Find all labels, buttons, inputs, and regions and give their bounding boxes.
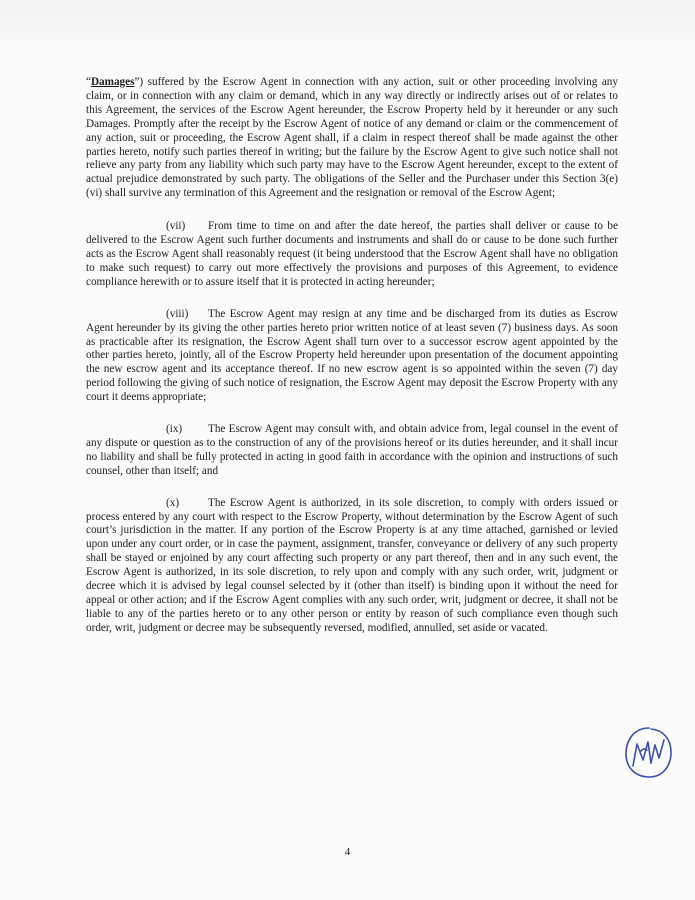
paragraph-text: The Escrow Agent may consult with, and obtain advice from, legal counsel in the event of any dispute or question as to the construction of any of the provisions hereof or its duties hereunder, and it shall incur no liability and shall be fully protected in acting in good faith in accordance with the opinion and instructions of such counsel, other than itself; and <box>86 423 618 477</box>
paragraph-ix <box>86 423 618 479</box>
handwritten-initials-signature <box>622 722 674 782</box>
open-quote: “ <box>86 76 91 88</box>
scan-shading <box>0 0 695 60</box>
paragraph-x <box>86 497 618 636</box>
page-number: 4 <box>344 846 351 858</box>
body-text <box>86 76 618 654</box>
paragraph-vii <box>86 220 618 290</box>
section-number: (viii) <box>166 307 189 320</box>
section-number: (ix) <box>166 423 183 436</box>
section-number: (x) <box>166 496 180 509</box>
section-number: (vii) <box>166 220 186 233</box>
paragraph-text: ”) suffered by the Escrow Agent in connection with any action, suit or other proceeding involving any claim, or in connection with any claim or demand, which in any way directly or indirectly arises out of or relates to this Agreement, the services of the Escrow Agent hereunder, the Escrow Property held by it hereunder or any such Damages. Promptly after the receipt by the Escrow Agent of notice of any demand or claim or the commencement of any action, suit or proceeding, the Escrow Agent shall, if a claim in respect thereof shall be made against the other parties hereto, notify such parties thereof in writing; but the failure by the Escrow Agent to give such notice shall not relieve any party from any liability which such party may have to the Escrow Agent hereunder, except to the extent of actual prejudice demonstrated by such party. The obligations of the Seller and the Purchaser under this Section 3(e)(vi) shall survive any termination of this Agreement and the resignation or removal of the Escrow Agent; <box>86 76 618 200</box>
paragraph-viii <box>86 308 618 405</box>
paragraph-text: The Escrow Agent may resign at any time and be discharged from its duties as Escrow Agent hereunder by its giving the other parties hereto prior written notice of at least seven (7) business days. As soon as practicable after its resignation, the Escrow Agent shall turn over to a successor escrow agent appointed by the other parties hereto, jointly, all of the Escrow Property held hereunder upon presentation of the document appointing the new escrow agent and its acceptance thereof. If no new escrow agent is so appointed within the seven (7) day period following the giving of such notice of resignation, the Escrow Agent may deposit the Escrow Property with any court it deems appropriate; <box>86 307 618 404</box>
paragraph-text: The Escrow Agent is authorized, in its sole discretion, to comply with orders issued or process entered by any court with respect to the Escrow Property, without determination by the Escrow Agent of such court’s jurisdiction in the matter. If any portion of the Escrow Property is at any time attached, garnished or levied upon under any court order, or in case the payment, assignment, transfer, conveyance or delivery of any such property shall be stayed or enjoined by any court affecting such property or any part thereof, then and in any such event, the Escrow Agent is authorized, in its sole discretion, to rely upon and comply with any such order, writ, judgment or decree which it is advised by legal counsel selected by it (other than itself) is binding upon it without the need for appeal or other action; and if the Escrow Agent complies with any such order, writ, judgment or decree, it shall not be liable to any of the parties hereto or to any other person or entity by reason of such compliance even though such order, writ, judgment or decree may be subsequently reversed, modified, annulled, set aside or vacated. <box>86 496 618 634</box>
paragraph-damages-continuation <box>86 76 618 201</box>
paragraph-text: From time to time on and after the date hereof, the parties shall deliver or cause to be delivered to the Escrow Agent such further documents and instruments and shall do or cause to be done such further acts as the Escrow Agent shall reasonably request (it being understood that the Escrow Agent shall have no obligation to make such request) to carry out more effectively the provisions and purposes of this Agreement, to evidence compliance herewith or to assure itself that it is protected in acting hereunder; <box>86 220 618 288</box>
defined-term-damages: Damages <box>90 76 135 88</box>
